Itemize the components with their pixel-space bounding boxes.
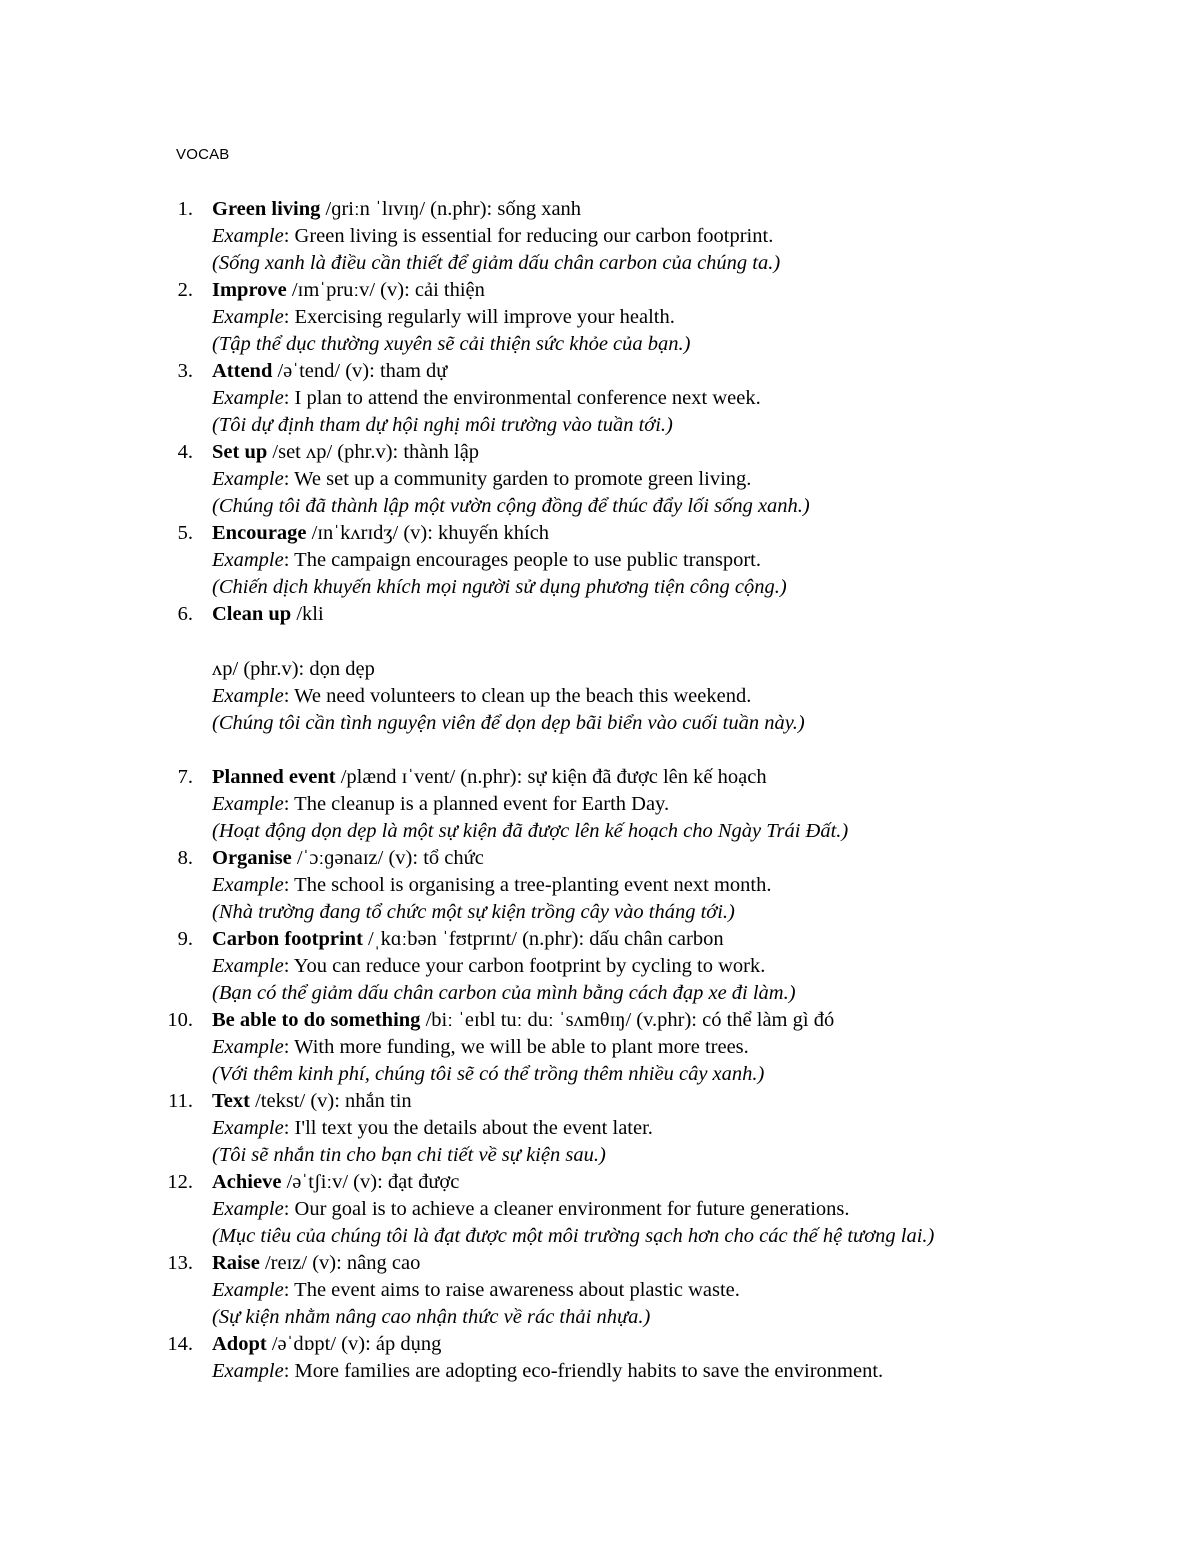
example-sentence: : More families are adopting eco-friendly habits to save the environment. (283, 1360, 884, 1382)
vocab-entry-organise (0, 845, 1200, 926)
vocab-entry-green-living (0, 196, 1200, 277)
entry-example (212, 791, 1200, 818)
entry-translation: (Bạn có thể giảm dấu chân carbon của mình bằng cách đạp xe đi làm.) (212, 982, 796, 1004)
entry-term: Green living (212, 198, 321, 220)
document-title: VOCAB (176, 146, 230, 163)
example-sentence: : Green living is essential for reducing our carbon footprint. (283, 225, 774, 247)
entry-example (212, 953, 1200, 980)
entry-headword-line (212, 196, 1200, 223)
entry-example (212, 683, 1200, 710)
entry-definition: /set ʌp/ (phr.v): thành lập (267, 441, 480, 463)
entry-translation: (Với thêm kinh phí, chúng tôi sẽ có thể trồng thêm nhiều cây xanh.) (212, 1063, 765, 1085)
entry-definition: /əˈtend/ (v): tham dự (272, 360, 448, 382)
entry-term: Be able to do something (212, 1009, 421, 1031)
vocab-entry-encourage (0, 520, 1200, 601)
vocab-entry-planned-event (0, 764, 1200, 845)
vocab-entry-raise (0, 1250, 1200, 1331)
entry-number: 14. (167, 1333, 193, 1355)
entry-term: Set up (212, 441, 268, 463)
entry-term: Organise (212, 847, 292, 869)
vocab-entry-be-able-to (0, 1007, 1200, 1088)
entry-number: 1. (177, 198, 193, 220)
entry-example (212, 466, 1200, 493)
entry-definition: /ɡriːn ˈlɪvɪŋ/ (n.phr): sống xanh (320, 198, 582, 220)
vocab-list (0, 196, 1200, 1385)
entry-example (212, 1277, 1200, 1304)
entry-headword-line (212, 520, 1200, 547)
example-label: Example (212, 685, 284, 707)
entry-term: Adopt (212, 1333, 267, 1355)
entry-term: Carbon footprint (212, 928, 363, 950)
entry-number: 3. (177, 360, 193, 382)
entry-headword-line (212, 1007, 1200, 1034)
entry-number: 10. (167, 1009, 193, 1031)
entry-example (212, 1034, 1200, 1061)
example-label: Example (212, 1198, 284, 1220)
example-label: Example (212, 955, 284, 977)
example-sentence: : We need volunteers to clean up the beach this weekend. (283, 685, 752, 707)
entry-term: Text (212, 1090, 250, 1112)
entry-term: Encourage (212, 522, 307, 544)
entry-definition: /ˈɔːɡənaɪz/ (v): tổ chức (291, 847, 484, 869)
example-label: Example (212, 793, 284, 815)
entry-number: 4. (177, 441, 193, 463)
entry-translation: (Chúng tôi đã thành lập một vườn cộng đồng để thúc đẩy lối sống xanh.) (212, 495, 810, 517)
entry-term: Achieve (212, 1171, 282, 1193)
entry-example (212, 304, 1200, 331)
example-sentence: : The campaign encourages people to use public transport. (283, 549, 761, 571)
example-label: Example (212, 1036, 284, 1058)
entry-example (212, 385, 1200, 412)
entry-number: 12. (167, 1171, 193, 1193)
example-sentence: : Exercising regularly will improve your health. (283, 306, 675, 328)
entry-translation: (Sự kiện nhằm nâng cao nhận thức về rác thải nhựa.) (212, 1306, 651, 1328)
example-label: Example (212, 1117, 284, 1139)
entry-definition: /ɪnˈkʌrɪdʒ/ (v): khuyến khích (306, 522, 550, 544)
entry-headword-line (212, 764, 1200, 791)
line-break-gap (212, 628, 1200, 656)
entry-definition: /əˈdɒpt/ (v): áp dụng (266, 1333, 442, 1355)
entry-number: 7. (177, 766, 193, 788)
entry-term: Planned event (212, 766, 336, 788)
example-sentence: : I plan to attend the environmental conference next week. (283, 387, 761, 409)
example-label: Example (212, 306, 284, 328)
entry-definition: /plænd ɪˈvent/ (n.phr): sự kiện đã được lên kế hoạch (335, 766, 767, 788)
entry-definition: /əˈtʃiːv/ (v): đạt được (281, 1171, 460, 1193)
example-sentence: : You can reduce your carbon footprint by cycling to work. (283, 955, 766, 977)
entry-headword-line (212, 601, 1200, 628)
entry-term: Raise (212, 1252, 260, 1274)
vocab-entry-improve (0, 277, 1200, 358)
entry-headword-line (212, 926, 1200, 953)
entry-example (212, 223, 1200, 250)
entry-headword-line (212, 277, 1200, 304)
vocab-entry-clean-up (0, 601, 1200, 764)
entry-definition: /ɪmˈpruːv/ (v): cải thiện (286, 279, 485, 301)
example-sentence: : The cleanup is a planned event for Earth Day. (283, 793, 670, 815)
vocab-entry-text (0, 1088, 1200, 1169)
entry-headword-line (212, 1331, 1200, 1358)
entry-translation: (Tôi sẽ nhắn tin cho bạn chi tiết về sự kiện sau.) (212, 1144, 606, 1166)
entry-number: 6. (177, 603, 193, 625)
entry-definition-continued: ʌp/ (phr.v): dọn dẹp (212, 658, 375, 680)
entry-definition: /biː ˈeɪbl tuː duː ˈsʌmθɪŋ/ (v.phr): có thể làm gì đó (420, 1009, 835, 1031)
entry-headword-line (212, 1088, 1200, 1115)
entry-headword-line (212, 439, 1200, 466)
entry-translation: (Hoạt động dọn dẹp là một sự kiện đã được lên kế hoạch cho Ngày Trái Đất.) (212, 820, 849, 842)
entry-number: 13. (167, 1252, 193, 1274)
example-sentence: : We set up a community garden to promote green living. (283, 468, 752, 490)
example-label: Example (212, 225, 284, 247)
example-label: Example (212, 387, 284, 409)
entry-headword-line (212, 1250, 1200, 1277)
entry-number: 5. (177, 522, 193, 544)
entry-translation: (Sống xanh là điều cần thiết để giảm dấu chân carbon của chúng ta.) (212, 252, 781, 274)
entry-term: Clean up (212, 603, 292, 625)
entry-example (212, 1196, 1200, 1223)
entry-example (212, 872, 1200, 899)
entry-translation: (Tập thể dục thường xuyên sẽ cải thiện sức khỏe của bạn.) (212, 333, 691, 355)
example-sentence: : The event aims to raise awareness about plastic waste. (283, 1279, 740, 1301)
example-label: Example (212, 549, 284, 571)
entry-number: 8. (177, 847, 193, 869)
entry-translation: (Chúng tôi cần tình nguyện viên để dọn dẹp bãi biển vào cuối tuần này.) (212, 712, 805, 734)
entry-term: Improve (212, 279, 287, 301)
blank-line (212, 737, 1200, 764)
entry-translation: (Tôi dự định tham dự hội nghị môi trường vào tuần tới.) (212, 414, 673, 436)
example-sentence: : I'll text you the details about the event later. (283, 1117, 653, 1139)
entry-definition: /reɪz/ (v): nâng cao (259, 1252, 421, 1274)
entry-number: 11. (168, 1090, 193, 1112)
entry-headword-line (212, 845, 1200, 872)
entry-term: Attend (212, 360, 273, 382)
example-label: Example (212, 1279, 284, 1301)
entry-translation: (Nhà trường đang tổ chức một sự kiện trồng cây vào tháng tới.) (212, 901, 735, 923)
vocab-entry-achieve (0, 1169, 1200, 1250)
entry-headword-line (212, 1169, 1200, 1196)
vocab-entry-attend (0, 358, 1200, 439)
entry-translation: (Chiến dịch khuyến khích mọi người sử dụng phương tiện công cộng.) (212, 576, 787, 598)
entry-example (212, 1115, 1200, 1142)
entry-example (212, 547, 1200, 574)
entry-number: 9. (177, 928, 193, 950)
entry-definition: /kli (291, 603, 324, 625)
example-sentence: : Our goal is to achieve a cleaner environment for future generations. (283, 1198, 850, 1220)
example-sentence: : The school is organising a tree-planting event next month. (283, 874, 772, 896)
vocab-entry-set-up (0, 439, 1200, 520)
entry-definition: /ˌkɑːbən ˈfʊtprɪnt/ (n.phr): dấu chân carbon (362, 928, 724, 950)
entry-number: 2. (177, 279, 193, 301)
entry-translation: (Mục tiêu của chúng tôi là đạt được một môi trường sạch hơn cho các thế hệ tương lai.) (212, 1225, 935, 1247)
vocab-entry-adopt (0, 1331, 1200, 1385)
example-sentence: : With more funding, we will be able to plant more trees. (283, 1036, 749, 1058)
entry-headword-line (212, 358, 1200, 385)
entry-example (212, 1358, 1200, 1385)
vocab-entry-carbon-footprint (0, 926, 1200, 1007)
example-label: Example (212, 874, 284, 896)
entry-definition: /tekst/ (v): nhắn tin (249, 1090, 412, 1112)
example-label: Example (212, 468, 284, 490)
example-label: Example (212, 1360, 284, 1382)
